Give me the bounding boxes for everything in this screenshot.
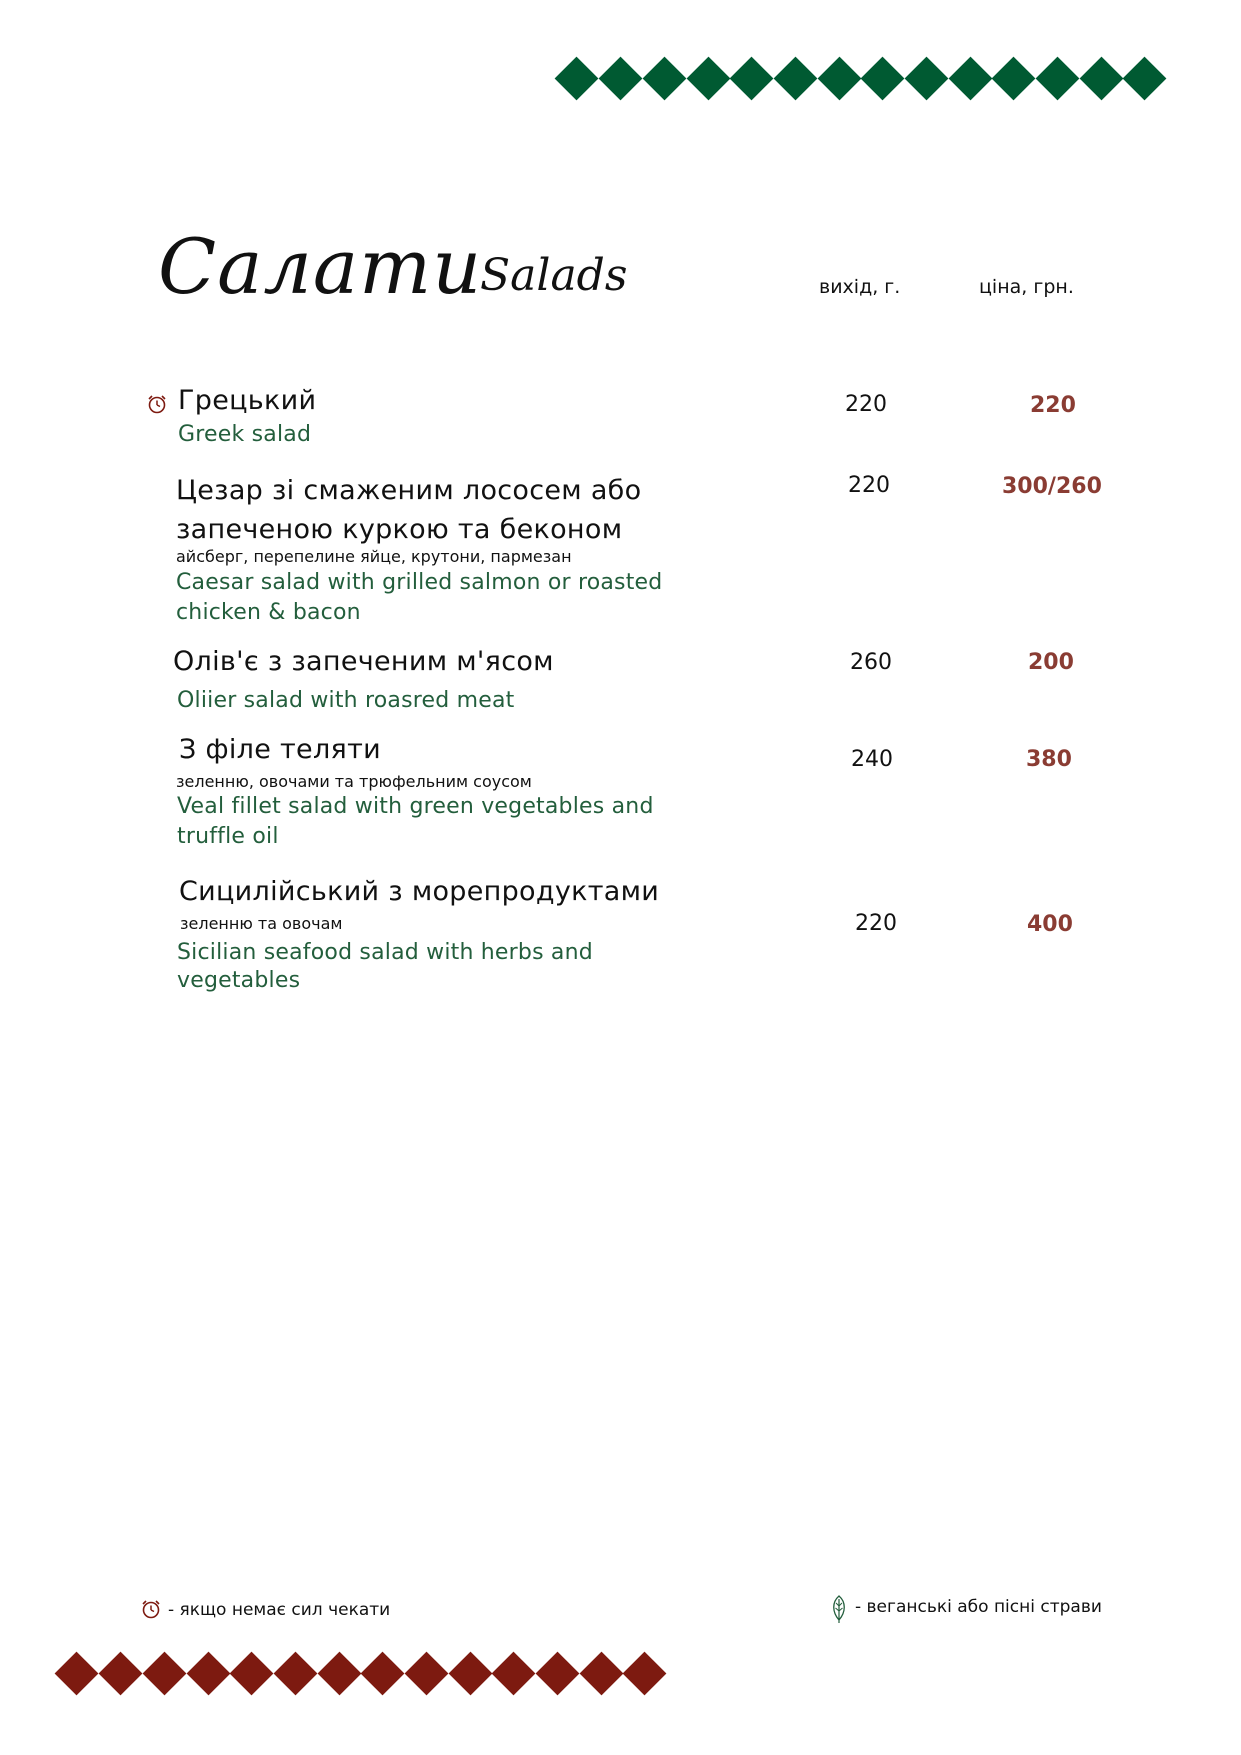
- item-name-ua: З філе теляти: [179, 734, 381, 765]
- item-description: зеленню, овочами та трюфельним соусом: [176, 772, 532, 791]
- legend-wait-text: - якщо немає сил чекати: [168, 1600, 391, 1620]
- item-price: 400: [1027, 912, 1073, 937]
- page-subtitle: Salads: [480, 250, 628, 301]
- page-title: Салати: [158, 222, 483, 311]
- item-weight: 220: [845, 392, 887, 417]
- diamond-ornament: [1080, 57, 1124, 101]
- diamond-ornament: [361, 1652, 405, 1696]
- bottom-diamond-border: [55, 1651, 660, 1699]
- diamond-ornament: [818, 57, 862, 101]
- diamond-ornament: [405, 1652, 449, 1696]
- legend-vegan-text: - веганські або пісні страви: [855, 1597, 1102, 1617]
- diamond-ornament: [643, 57, 687, 101]
- item-name-en: Veal fillet salad with green vegetables and: [177, 794, 654, 819]
- diamond-ornament: [555, 57, 599, 101]
- diamond-ornament: [687, 57, 731, 101]
- diamond-ornament: [318, 1652, 362, 1696]
- diamond-ornament: [187, 1652, 231, 1696]
- diamond-ornament: [449, 1652, 493, 1696]
- weight-column-header: вихід, г.: [819, 276, 901, 298]
- item-name-ua: Олів'є з запеченим м'ясом: [173, 646, 554, 677]
- item-name-en: truffle oil: [177, 824, 279, 849]
- diamond-ornament: [230, 1652, 274, 1696]
- item-weight: 220: [855, 911, 897, 936]
- item-price: 200: [1028, 650, 1074, 675]
- diamond-ornament: [580, 1652, 624, 1696]
- item-description: зеленню та овочам: [180, 914, 343, 933]
- diamond-ornament: [1123, 57, 1167, 101]
- diamond-ornament: [1036, 57, 1080, 101]
- diamond-ornament: [949, 57, 993, 101]
- diamond-ornament: [623, 1652, 667, 1696]
- item-name-ua: Цезар зі смаженим лососем або: [176, 475, 642, 506]
- diamond-ornament: [492, 1652, 536, 1696]
- item-name-ua: запеченою куркою та беконом: [176, 514, 623, 545]
- item-name-en: Caesar salad with grilled salmon or roasted: [176, 570, 663, 595]
- diamond-ornament: [905, 57, 949, 101]
- leaf-icon: [829, 1594, 849, 1628]
- item-name-ua: Грецький: [178, 385, 317, 416]
- item-weight: 220: [848, 473, 890, 498]
- diamond-ornament: [730, 57, 774, 101]
- diamond-ornament: [992, 57, 1036, 101]
- diamond-ornament: [861, 57, 905, 101]
- item-weight: 260: [850, 650, 892, 675]
- price-column-header: ціна, грн.: [979, 276, 1074, 298]
- item-name-en: chicken & bacon: [176, 600, 361, 625]
- item-name-ua: Сицилійський з морепродуктами: [179, 876, 660, 907]
- top-diamond-border: [555, 56, 1160, 104]
- item-name-en: Greek salad: [178, 422, 312, 447]
- item-price: 220: [1030, 393, 1076, 418]
- diamond-ornament: [99, 1652, 143, 1696]
- item-description: айсберг, перепелине яйце, крутони, пармезан: [176, 547, 572, 566]
- diamond-ornament: [536, 1652, 580, 1696]
- item-name-en: vegetables: [177, 968, 301, 993]
- clock-icon: [146, 393, 168, 419]
- clock-icon: [140, 1598, 162, 1624]
- diamond-ornament: [774, 57, 818, 101]
- item-name-en: Sicilian seafood salad with herbs and: [177, 940, 593, 965]
- item-price: 300/260: [1002, 474, 1102, 499]
- item-weight: 240: [851, 747, 893, 772]
- item-price: 380: [1026, 747, 1072, 772]
- diamond-ornament: [599, 57, 643, 101]
- diamond-ornament: [274, 1652, 318, 1696]
- item-name-en: Oliier salad with roasred meat: [177, 688, 515, 713]
- diamond-ornament: [55, 1652, 99, 1696]
- diamond-ornament: [143, 1652, 187, 1696]
